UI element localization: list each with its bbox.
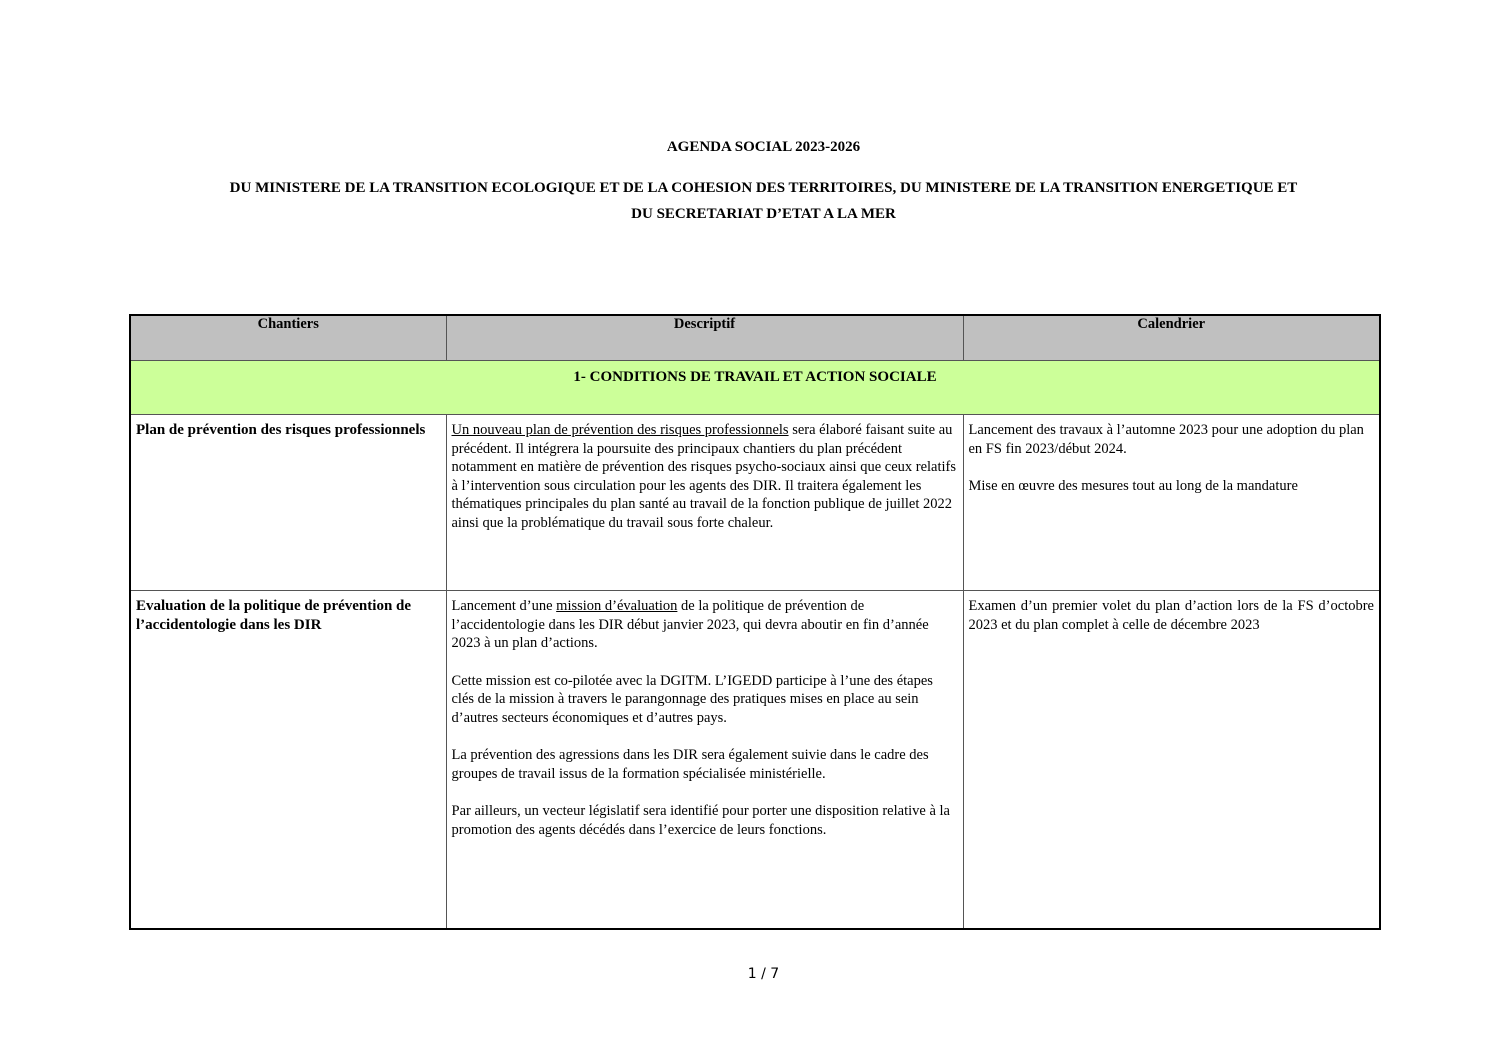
descriptif-paragraph: [452, 421, 958, 532]
descriptif-cell: [446, 415, 963, 591]
page-number: 1 / 7: [747, 966, 780, 982]
subtitle-line-2: DU SECRETARIAT D’ETAT A LA MER: [631, 206, 896, 222]
calendrier-cell: [963, 591, 1380, 929]
header-descriptif: Descriptif: [446, 315, 963, 361]
underlined-text: mission d’évaluation: [556, 598, 678, 614]
descriptif-paragraph: La prévention des agressions dans les DIR sera également suivie dans le cadre des groupes de travail issus de la formation spécialisée ministérielle.: [451, 747, 929, 782]
document-subtitle: [120, 175, 1407, 227]
subtitle-line-1: DU MINISTERE DE LA TRANSITION ECOLOGIQUE ET DE LA COHESION DES TERRITOIRES, DU MINISTERE DE LA TRANSITION ENERGETIQUE ET: [229, 180, 1298, 196]
table-row: [130, 415, 1380, 591]
descriptif-text: sera élaboré faisant suite au précédent. Il intégrera la poursuite des principaux chantiers du plan précédent notamment en matière de prévention des risques psycho-sociaux ainsi que ceux relatifs à l’intervention sous circulation pour les agents des DIR. Il traitera également les thématiques principales du plan santé au travail de la fonction publique de juillet 2022 ainsi que la problématique du travail sous forte chaleur.: [451, 422, 957, 531]
descriptif-paragraph: Cette mission est co-pilotée avec la DGITM. L’IGEDD participe à l’une des étapes clés de la mission à travers le parangonnage des pratiques mises en place au sein d’autres secteurs économiques et d’autres pays.: [451, 672, 933, 726]
agenda-table: [129, 314, 1381, 930]
chantier-label: Evaluation de la politique de prévention de l’accidentologie dans les DIR: [136, 598, 412, 633]
chantier-label: Plan de prévention des risques professionnels: [136, 422, 426, 438]
calendrier-paragraph: Examen d’un premier volet du plan d’action lors de la FS d’octobre 2023 et du plan complet à celle de décembre 2023: [968, 598, 1374, 633]
descriptif-paragraph: [452, 597, 958, 653]
calendrier-cell: [963, 415, 1380, 591]
document-title: AGENDA SOCIAL 2023-2026: [666, 139, 861, 155]
section-row: [130, 361, 1380, 415]
section-title: 1- CONDITIONS DE TRAVAIL ET ACTION SOCIALE: [130, 361, 1380, 415]
descriptif-text: de la politique de prévention de l’accidentologie dans les DIR début janvier 2023, qui devra aboutir en fin d’année 2023 à un plan d’actions.: [451, 598, 929, 651]
descriptif-cell: [446, 591, 963, 929]
calendrier-paragraph: Mise en œuvre des mesures tout au long de la mandature: [968, 478, 1298, 494]
underlined-text: Un nouveau plan de prévention des risques professionnels: [451, 422, 789, 438]
descriptif-text: Lancement d’une: [451, 598, 557, 614]
chantier-cell: [130, 415, 446, 591]
header-chantiers: Chantiers: [130, 315, 446, 361]
table-header-row: [130, 315, 1380, 361]
calendrier-paragraph: Lancement des travaux à l’automne 2023 pour une adoption du plan en FS fin 2023/début 2024.: [968, 422, 1364, 457]
descriptif-paragraph: Par ailleurs, un vecteur législatif sera identifié pour porter une disposition relative à la promotion des agents décédés dans l’exercice de leurs fonctions.: [451, 803, 950, 838]
table-row: [130, 591, 1380, 929]
header-calendrier: Calendrier: [963, 315, 1380, 361]
chantier-cell: [130, 591, 446, 929]
